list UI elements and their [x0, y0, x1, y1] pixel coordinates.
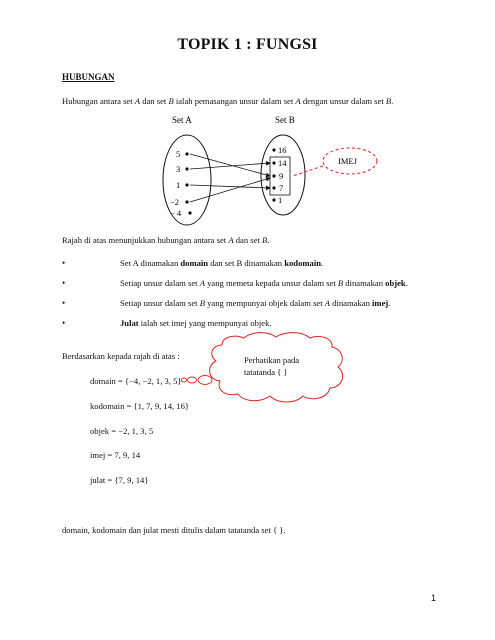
term: objek — [385, 278, 406, 288]
text: dan set B dinamakan — [208, 258, 285, 268]
term: Julat — [120, 318, 139, 328]
set-a-element: 3 — [176, 164, 181, 174]
cloud-line-1: Perhatikan pada — [244, 355, 300, 365]
set-b-element: 16 — [278, 145, 287, 155]
text: . — [321, 258, 324, 268]
imej-line: imej = 7, 9, 14 — [90, 450, 141, 460]
cloud-bubble — [198, 376, 212, 385]
section-heading: HUBUNGAN — [62, 72, 115, 82]
intro-text: . — [391, 96, 394, 106]
based-on-text: Berdasarkan kepada rajah di atas : — [62, 351, 180, 361]
set-name: A — [324, 298, 331, 308]
set-a-element: 1 — [176, 180, 181, 190]
kodomain-line: kodomain = {1, 7, 9, 14, 16} — [90, 401, 190, 411]
text: . — [388, 298, 391, 308]
bullet-icon: • — [62, 258, 66, 268]
text: Set A dinamakan — [120, 258, 181, 268]
intro-set-b: B — [385, 96, 392, 106]
intro-text: ialah pemasangan unsur dalam set — [173, 96, 296, 106]
cloud-bubble — [188, 377, 197, 383]
term: kodomain — [284, 258, 322, 268]
intro-text: dengan unsur dalam set — [300, 96, 386, 106]
set-b-element: 9 — [279, 171, 284, 181]
term: domain — [180, 258, 209, 268]
domain-line: domain = {−4, −2, 1, 3, 5} — [90, 376, 182, 386]
set-name: B — [199, 298, 205, 308]
set-b-element: 7 — [279, 183, 284, 193]
intro-set-a: A — [295, 96, 301, 106]
note-text: . — [267, 235, 270, 245]
text: yang memeta kepada unsur dalam set — [204, 278, 338, 288]
note-set-b: B — [262, 235, 268, 245]
text: yang mempunyai objek dalam set — [204, 298, 325, 308]
set-a-element: −2 — [170, 197, 180, 207]
cloud-line-2: tatatanda { } — [244, 367, 288, 377]
bullet-icon: • — [62, 318, 66, 328]
term: imej — [372, 298, 389, 308]
text: Setiap unsur dalam set — [120, 278, 200, 288]
note-text: Rajah di atas menunjukkan hubungan antara set — [62, 235, 229, 245]
imej-label: IMEJ — [338, 156, 357, 166]
cloud-bubble — [181, 378, 186, 382]
page-title: TOPIK 1 : FUNGSI — [177, 36, 318, 53]
set-a-element: 5 — [176, 149, 181, 159]
text: dinamakan — [343, 278, 386, 288]
intro-set-b: B — [168, 96, 174, 106]
note-set-a: A — [228, 235, 234, 245]
text: dinamakan — [330, 298, 373, 308]
bullet-icon: • — [62, 298, 66, 308]
julat-line: julat = {7, 9, 14} — [90, 475, 149, 485]
closing-note: domain, kodomain dan julat mesti ditulis dalam tatatanda set { }. — [62, 525, 286, 535]
intro-text: dan set — [140, 96, 169, 106]
bullet-icon: • — [62, 278, 66, 288]
intro-text: Hubungan antara set — [62, 96, 135, 106]
set-name: B — [337, 278, 344, 288]
text: Setiap unsur dalam set — [120, 298, 200, 308]
page-number: 1 — [431, 593, 437, 603]
set-b-label: Set B — [275, 115, 295, 125]
note-text: dan set — [233, 235, 262, 245]
set-a-element: − 4 — [170, 208, 182, 218]
set-b-element: 14 — [278, 158, 287, 168]
set-b-element: 1 — [278, 195, 283, 205]
set-name: A — [199, 278, 205, 288]
text: . — [405, 278, 408, 288]
objek-line: objek = −2, 1, 3, 5 — [90, 426, 154, 436]
set-a-label: Set A — [172, 115, 192, 125]
intro-set-a: A — [134, 96, 141, 106]
text: ialah set imej yang mempunyai objek. — [138, 318, 272, 328]
